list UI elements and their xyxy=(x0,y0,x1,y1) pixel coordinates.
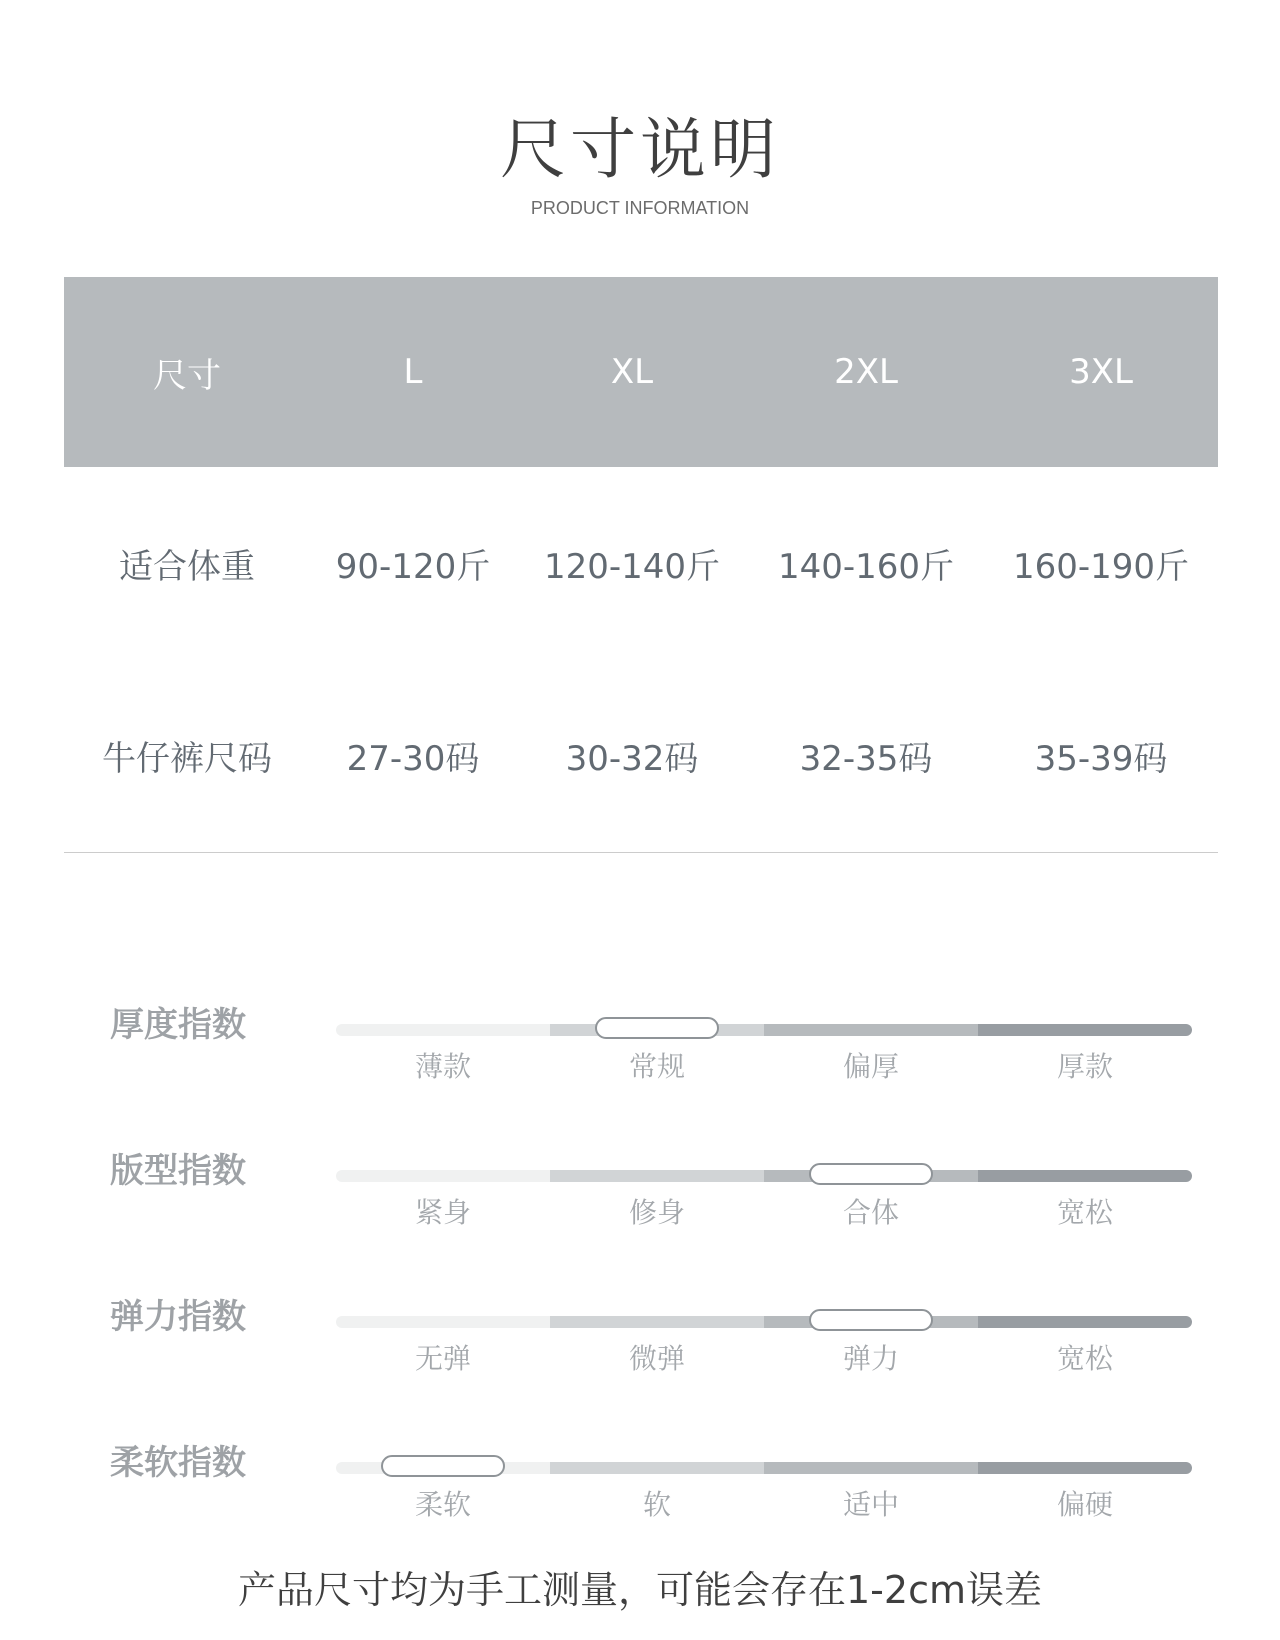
index-row-fit xyxy=(0,1150,1280,1260)
table-cell: 35-39码 xyxy=(1034,738,1168,779)
index-row-elasticity xyxy=(0,1296,1280,1406)
index-level-label: 偏硬 xyxy=(1056,1488,1113,1521)
index-level-label: 宽松 xyxy=(1056,1196,1113,1229)
bar-segment xyxy=(978,1316,1192,1328)
bar-segment xyxy=(336,1170,550,1182)
index-label: 厚度指数 xyxy=(110,1005,246,1045)
measurement-footnote: 产品尺寸均为手工测量，可能会存在1-2cm误差 xyxy=(238,1568,1042,1612)
index-bar xyxy=(336,1316,1192,1328)
table-cell: 牛仔裤尺码 xyxy=(102,738,272,779)
index-level-label: 薄款 xyxy=(414,1050,471,1083)
index-level-label: 常规 xyxy=(628,1050,685,1083)
bar-segment xyxy=(978,1462,1192,1474)
index-marker xyxy=(381,1455,505,1477)
table-cell: 32-35码 xyxy=(799,738,933,779)
index-row-thickness xyxy=(0,1004,1280,1114)
table-cell: 140-160斤 xyxy=(777,546,955,587)
header-cell: XL xyxy=(610,352,654,392)
bar-segment xyxy=(764,1024,978,1036)
table-row-jeans-size xyxy=(64,659,1218,851)
bar-segment xyxy=(336,1024,550,1036)
table-cell: 适合体重 xyxy=(119,546,255,587)
bar-segment xyxy=(550,1462,764,1474)
index-label: 柔软指数 xyxy=(110,1443,246,1483)
table-cell: 90-120斤 xyxy=(335,546,491,587)
index-level-label: 柔软 xyxy=(414,1488,471,1521)
index-row-softness xyxy=(0,1442,1280,1552)
table-cell: 30-32码 xyxy=(565,738,699,779)
size-table xyxy=(64,277,1218,851)
header-cell: 尺寸 xyxy=(153,355,221,396)
index-level-label: 适中 xyxy=(842,1488,899,1521)
bar-segment xyxy=(550,1316,764,1328)
table-cell: 120-140斤 xyxy=(543,546,721,587)
index-label: 版型指数 xyxy=(110,1151,246,1191)
index-level-label: 合体 xyxy=(842,1196,899,1229)
bar-segment xyxy=(978,1024,1192,1036)
index-level-label: 弹力 xyxy=(842,1342,899,1375)
index-level-label: 无弹 xyxy=(414,1342,471,1375)
table-row-weight xyxy=(64,467,1218,659)
index-level-label: 软 xyxy=(642,1488,671,1521)
index-marker xyxy=(809,1309,933,1331)
index-marker xyxy=(595,1017,719,1039)
index-bar xyxy=(336,1170,1192,1182)
index-marker xyxy=(809,1163,933,1185)
table-header-row xyxy=(64,277,1218,467)
index-level-label: 偏厚 xyxy=(842,1050,899,1083)
index-label: 弹力指数 xyxy=(110,1297,246,1337)
index-level-label: 紧身 xyxy=(414,1196,471,1229)
table-cell: 160-190斤 xyxy=(1012,546,1190,587)
index-bar xyxy=(336,1024,1192,1036)
bar-segment xyxy=(550,1170,764,1182)
table-cell: 27-30码 xyxy=(346,738,480,779)
page-title: 尺寸说明 xyxy=(500,111,780,188)
bar-segment xyxy=(336,1316,550,1328)
header-cell: 2XL xyxy=(834,352,898,392)
index-level-label: 微弹 xyxy=(628,1342,685,1375)
bar-segment xyxy=(978,1170,1192,1182)
index-level-label: 宽松 xyxy=(1056,1342,1113,1375)
index-level-label: 厚款 xyxy=(1056,1050,1113,1083)
index-level-label: 修身 xyxy=(628,1196,685,1229)
header-cell: L xyxy=(403,352,423,392)
bar-segment xyxy=(764,1462,978,1474)
table-divider xyxy=(64,852,1218,853)
page-subtitle: PRODUCT INFORMATION xyxy=(530,198,750,218)
header-cell: 3XL xyxy=(1069,352,1133,392)
